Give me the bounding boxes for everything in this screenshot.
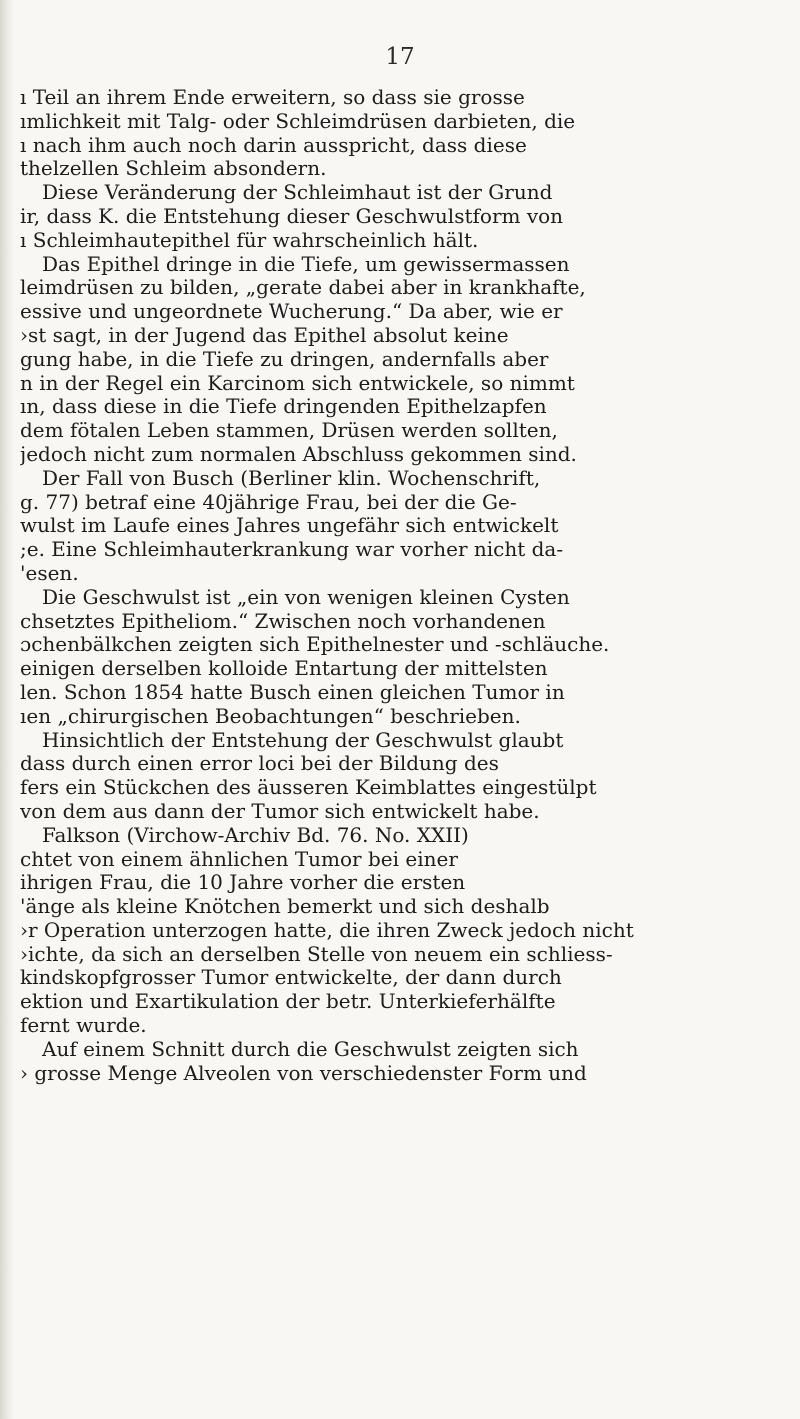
page-gutter-shadow xyxy=(0,0,14,1419)
text-line: leimdrüsen zu bilden, „gerate dabei aber in krankhafte, xyxy=(20,276,586,300)
text-line: ı nach ihm auch noch darin ausspricht, dass diese xyxy=(20,133,527,157)
text-line: 'esen. xyxy=(20,561,79,585)
text-line: ı Schleimhautepithel für wahrscheinlich hält. xyxy=(20,228,479,252)
text-line: ihrigen Frau, die 10 Jahre vorher die ersten xyxy=(20,871,466,895)
text-line: ektion und Exartikulation der betr. Unterkieferhälfte xyxy=(20,990,556,1014)
text-line: Hinsichtlich der Entstehung der Geschwulst glaubt xyxy=(42,728,564,752)
text-line: Diese Veränderung der Schleimhaut ist der Grund xyxy=(42,181,553,205)
text-line: jedoch nicht zum normalen Abschluss gekommen sind. xyxy=(20,442,577,466)
text-line: Das Epithel dringe in die Tiefe, um gewissermassen xyxy=(42,252,570,276)
text-line: g. 77) betraf eine 40jährige Frau, bei der die Ge- xyxy=(20,490,517,514)
text-line: Auf einem Schnitt durch die Geschwulst zeigten sich xyxy=(42,1037,579,1061)
text-line: dem fötalen Leben stammen, Drüsen werden sollten, xyxy=(20,419,558,443)
page-body-text xyxy=(20,86,670,1085)
text-line: Falkson (Virchow-Archiv Bd. 76. No. XXII) xyxy=(42,823,469,847)
text-line: ›r Operation unterzogen hatte, die ihren Zweck jedoch nicht xyxy=(20,918,634,942)
text-line: 'änge als kleine Knötchen bemerkt und sich deshalb xyxy=(20,895,550,919)
text-line: einigen derselben kolloide Entartung der mittelsten xyxy=(20,657,548,681)
text-line: wulst im Laufe eines Jahres ungefähr sich entwickelt xyxy=(20,514,559,538)
text-line: › grosse Menge Alveolen von verschiedenster Form und xyxy=(20,1061,587,1085)
text-line: ir, dass K. die Entstehung dieser Geschwulstform von xyxy=(20,204,564,228)
text-line: gung habe, in die Tiefe zu dringen, andernfalls aber xyxy=(20,347,549,371)
text-line: ;e. Eine Schleimhauterkrankung war vorher nicht da- xyxy=(20,538,564,562)
text-line: chsetztes Epitheliom.“ Zwischen noch vorhandenen xyxy=(20,609,546,633)
text-line: ɔchenbälkchen zeigten sich Epithelnester und -schläuche. xyxy=(20,633,610,657)
text-line: thelzellen Schleim absondern. xyxy=(20,157,327,181)
text-line: kindskopfgrosser Tumor entwickelte, der dann durch xyxy=(20,966,562,990)
text-line: Der Fall von Busch (Berliner klin. Wochenschrift, xyxy=(42,466,541,490)
text-line: essive und ungeordnete Wucherung.“ Da aber, wie er xyxy=(20,300,563,324)
text-line: ı Teil an ihrem Ende erweitern, so dass sie grosse xyxy=(20,86,525,109)
text-line: von dem aus dann der Tumor sich entwickelt habe. xyxy=(20,799,540,823)
text-line: ıen „chirurgischen Beobachtungen“ beschrieben. xyxy=(20,704,521,728)
text-line: fers ein Stückchen des äusseren Keimblattes eingestülpt xyxy=(20,776,597,800)
text-line: fernt wurde. xyxy=(20,1014,147,1038)
page-number: 17 xyxy=(385,44,415,70)
text-line: n in der Regel ein Karcinom sich entwickele, so nimmt xyxy=(20,371,575,395)
text-line: len. Schon 1854 hatte Busch einen gleichen Tumor in xyxy=(20,680,565,704)
text-line: dass durch einen error loci bei der Bildung des xyxy=(20,752,499,776)
text-line: ın, dass diese in die Tiefe dringenden Epithelzapfen xyxy=(20,395,547,419)
text-line: ›ichte, da sich an derselben Stelle von neuem ein schliess- xyxy=(20,942,613,966)
text-line: ımlichkeit mit Talg- oder Schleimdrüsen darbieten, die xyxy=(20,109,576,133)
text-line: Die Geschwulst ist „ein von wenigen kleinen Cysten xyxy=(42,585,570,609)
text-line: ›st sagt, in der Jugend das Epithel absolut keine xyxy=(20,323,509,347)
text-line: chtet von einem ähnlichen Tumor bei einer xyxy=(20,847,458,871)
